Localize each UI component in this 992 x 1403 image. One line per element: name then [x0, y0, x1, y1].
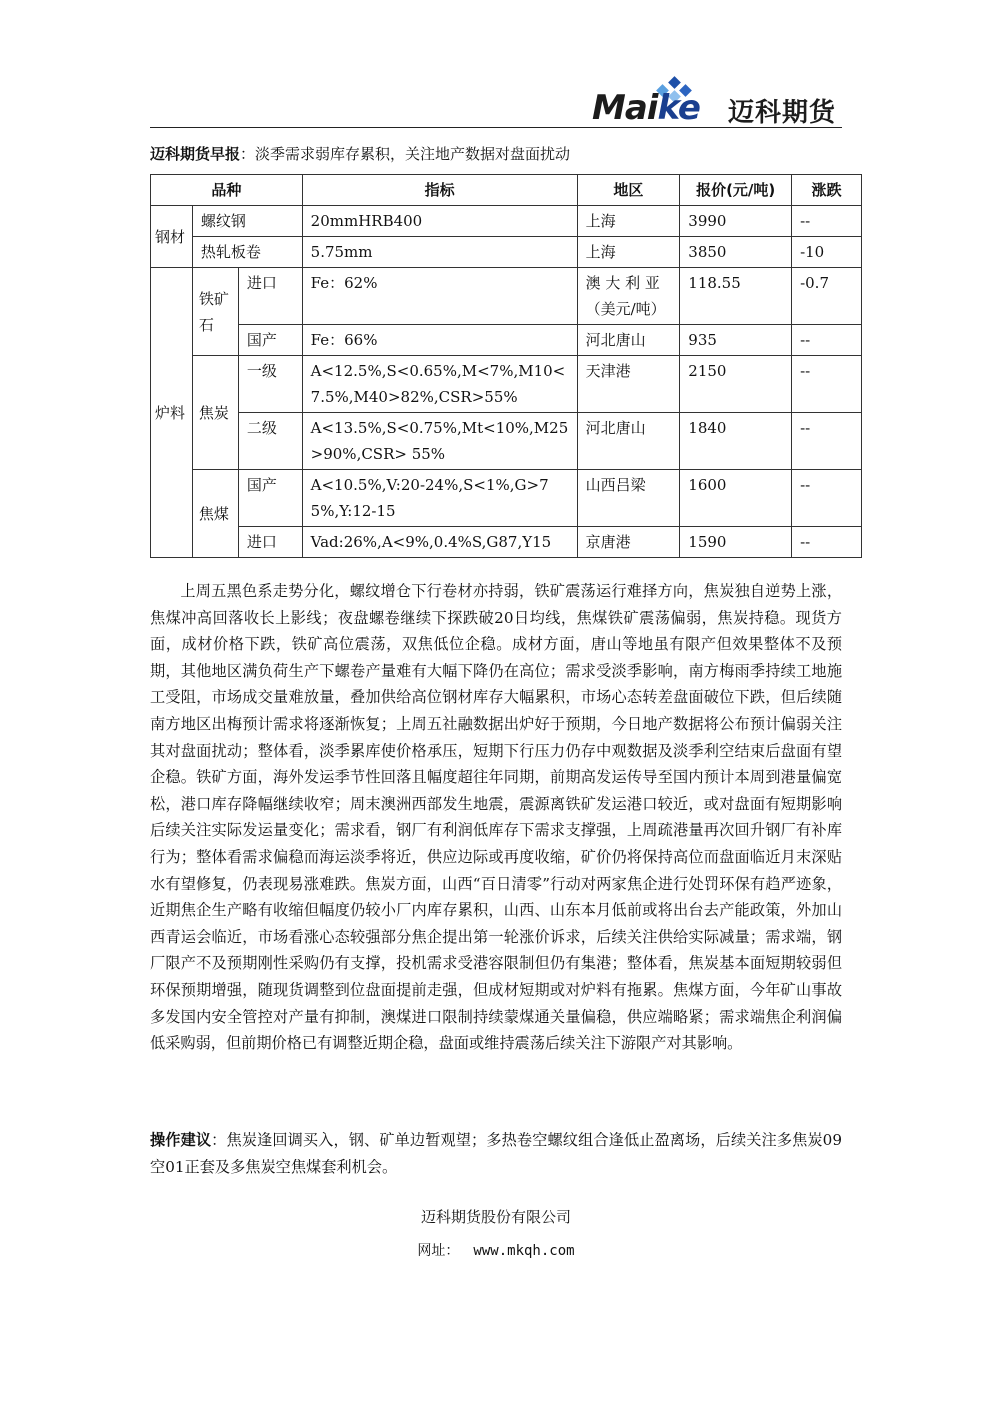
price-cell: 935	[680, 325, 792, 356]
advice-text: 焦炭逢回调买入，钢、矿单边暂观望；多热卷空螺纹组合逢低止盈离场，后续关注多焦炭09空01正套及多焦炭空焦煤套利机会。	[150, 1131, 843, 1176]
header-divider	[150, 127, 842, 128]
website-link[interactable]: www.mkqh.com	[473, 1243, 575, 1259]
spec-cell: A<10.5%,V:20-24%,S<1%,G>75%,Y:12-15	[302, 470, 577, 527]
grade-cell: 国产	[238, 325, 302, 356]
variety-name: 热轧板卷	[192, 237, 302, 268]
table-row	[151, 268, 862, 325]
header-region: 地区	[577, 175, 680, 206]
spec-cell: A<12.5%,S<0.65%,M<7%,M10<7.5%,M40>82%,CSR>55%	[302, 356, 577, 413]
table-row	[151, 325, 862, 356]
price-cell: 1590	[680, 527, 792, 558]
region-cell: 山西吕梁	[577, 470, 680, 527]
price-cell: 3990	[680, 206, 792, 237]
subcategory-iron-ore: 铁矿石	[192, 268, 238, 356]
market-commentary	[150, 578, 842, 1057]
commentary-paragraph: 上周五黑色系走势分化，螺纹增仓下行卷材亦持弱，铁矿震荡运行难择方向，焦炭独自逆势上涨，焦煤冲高回落收长上影线；夜盘螺卷继续下探跌破20日均线，焦煤铁矿震荡偏弱，焦炭持稳。现货方面，成材价格下跌，铁矿高位震荡，双焦低位企稳。成材方面，唐山等地虽有限产但效果整体不及预期，其他地区满负荷生产下螺卷产量难有大幅下降仍在高位；需求受淡季影响，南方梅雨季持续工地施工受阻，市场成交量难放量，叠加供给高位钢材库存大幅累积，市场心态转差盘面破位下跌，但后续随南方地区出梅预计需求将逐渐恢复；上周五社融数据出炉好于预期，今日地产数据将公布预计偏弱关注其对盘面扰动；整体看，淡季累库使价格承压，短期下行压力仍存中观数据及淡季利空结束后盘面有望企稳。铁矿方面，海外发运季节性回落且幅度超往年同期，前期高发运传导至国内预计本周到港量偏宽松，港口库存降幅继续收窄；周末澳洲西部发生地震，震源离铁矿发运港口较近，或对盘面有短期影响后续关注实际发运量变化；需求看，钢厂有利润低库存下需求支撑强，上周疏港量再次回升钢厂有补库行为；整体看需求偏稳而海运淡季将近，供应边际或再度收缩，矿价仍将保持高位而盘面临近月末深贴水有望修复，仍表现易涨难跌。焦炭方面，山西“百日清零”行动对两家焦企进行处罚环保有趋严迹象，近期焦企生产略有收缩但幅度仍较小厂内库存累积，山西、山东本月低前或将出台去产能政策，外加山西青运会临近，市场看涨心态较强部分焦企提出第一轮涨价诉求，后续关注供给实际减量；需求端，钢厂限产不及预期刚性采购仍有支撑，投机需求受港容限制但仍有集港；整体看，焦炭基本面短期较弱但环保预期增强，随现货调整到位盘面提前走强，但成材短期或对炉料有拖累。焦煤方面，今年矿山事故多发国内安全管控对产量有抑制，澳煤进口限制持续蒙煤通关量偏稳，供应端略紧；需求端焦企利润偏低采购弱，但前期价格已有调整近期企稳，盘面或维持震荡后续关注下游限产对其影响。	[150, 582, 842, 1053]
header-variety: 品种	[151, 175, 303, 206]
change-cell: --	[792, 470, 862, 527]
grade-cell: 国产	[238, 470, 302, 527]
table-row	[151, 527, 862, 558]
spec-cell: Vad:26%,A<9%,0.4%S,G87,Y15	[302, 527, 577, 558]
region-cell: 天津港	[577, 356, 680, 413]
change-cell: --	[792, 356, 862, 413]
table-row	[151, 413, 862, 470]
spec-cell: A<13.5%,S<0.75%,Mt<10%,M25>90%,CSR> 55%	[302, 413, 577, 470]
change-cell: --	[792, 527, 862, 558]
region-cell: 上海	[577, 206, 680, 237]
table-row	[151, 470, 862, 527]
variety-name: 螺纹钢	[192, 206, 302, 237]
region-cell: 河北唐山	[577, 413, 680, 470]
category-furnace: 炉料	[151, 268, 193, 558]
report-title-lead: 迈科期货早报	[150, 145, 241, 163]
spec-cell: 5.75mm	[302, 237, 577, 268]
change-cell: --	[792, 325, 862, 356]
change-cell: --	[792, 413, 862, 470]
footer-company: 迈科期货股份有限公司	[420, 1208, 571, 1226]
grade-cell: 一级	[238, 356, 302, 413]
logo-chinese-name: 迈科期货	[728, 98, 837, 128]
subcategory-coke: 焦炭	[192, 356, 238, 470]
price-cell: 3850	[680, 237, 792, 268]
table-header-row	[151, 175, 862, 206]
report-title: 迈科期货早报：淡季需求弱库存累积，关注地产数据对盘面扰动	[150, 145, 571, 163]
company-logo	[590, 78, 845, 128]
price-cell: 1840	[680, 413, 792, 470]
advice-label: 操作建议	[150, 1131, 212, 1149]
region-cell: 京唐港	[577, 527, 680, 558]
category-steel: 钢材	[151, 206, 193, 268]
logo-wordmark: Maike	[592, 88, 700, 128]
table-row	[151, 356, 862, 413]
header-change: 涨跌	[792, 175, 862, 206]
region-cell: 河北唐山	[577, 325, 680, 356]
grade-cell: 进口	[238, 268, 302, 325]
table-row	[151, 206, 862, 237]
table-row	[151, 237, 862, 268]
price-cell: 2150	[680, 356, 792, 413]
operation-advice: 操作建议：焦炭逢回调买入，钢、矿单边暂观望；多热卷空螺纹组合逢低止盈离场，后续关注多焦炭09空01正套及多焦炭空焦煤套利机会。	[150, 1131, 843, 1176]
change-cell: -10	[792, 237, 862, 268]
header-price: 报价(元/吨)	[680, 175, 792, 206]
spec-cell: Fe：66%	[302, 325, 577, 356]
change-cell: -0.7	[792, 268, 862, 325]
region-cell: 澳 大 利 亚（美元/吨）	[577, 268, 680, 325]
price-table	[150, 174, 862, 558]
footer-website	[0, 1240, 992, 1260]
change-cell: --	[792, 206, 862, 237]
spec-cell: Fe：62%	[302, 268, 577, 325]
website-label: 网址：	[417, 1243, 460, 1259]
price-cell: 1600	[680, 470, 792, 527]
price-cell: 118.55	[680, 268, 792, 325]
region-cell: 上海	[577, 237, 680, 268]
report-title-text: 淡季需求弱库存累积，关注地产数据对盘面扰动	[255, 145, 571, 163]
subcategory-coking-coal: 焦煤	[192, 470, 238, 558]
grade-cell: 二级	[238, 413, 302, 470]
header-spec: 指标	[302, 175, 577, 206]
spec-cell: 20mmHRB400	[302, 206, 577, 237]
grade-cell: 进口	[238, 527, 302, 558]
